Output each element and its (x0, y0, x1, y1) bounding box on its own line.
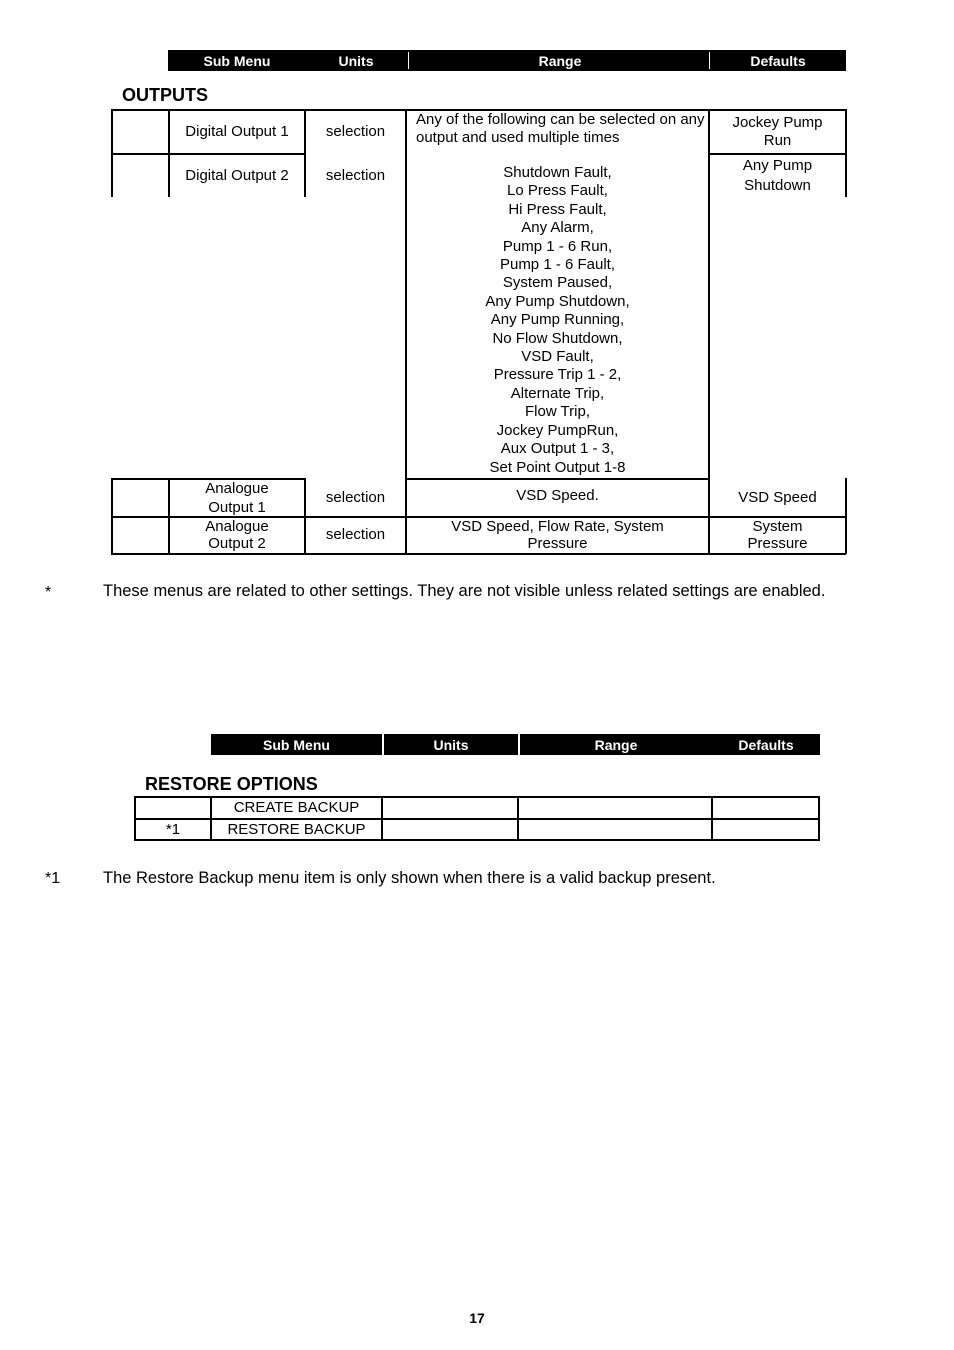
table-line (711, 796, 713, 841)
table-row (170, 111, 304, 153)
range-option: Shutdown Fault, (503, 164, 612, 181)
sub-menu-cell: Analogue Output 1 (205, 479, 269, 516)
range-option: VSD Fault, (521, 348, 594, 366)
table-line (111, 553, 846, 555)
outputs-header-bar (168, 50, 846, 71)
sub-menu-cell: CREATE BACKUP (233, 798, 360, 816)
range-text: VSD Speed. (516, 486, 599, 504)
table-line (111, 478, 113, 554)
table-line (818, 796, 820, 841)
default-text: VSD Speed (738, 488, 817, 506)
row-marker (136, 820, 210, 840)
range-option: System Paused, (502, 274, 613, 292)
units-cell (306, 517, 405, 553)
restore-options-title: RESTORE OPTIONS (145, 774, 318, 794)
footnote-text: The Restore Backup menu item is only shown when there is a valid backup present. (103, 869, 716, 887)
footnote-text: These menus are related to other settings. They are not visible unless related settings are enabled. (103, 582, 826, 600)
units-text: selection (325, 488, 386, 506)
footnote-marker: *1 (45, 870, 61, 887)
units-cell (306, 155, 405, 197)
range-text: VSD Speed, Flow Rate, System Pressure (451, 518, 664, 552)
header-defaults: Defaults (750, 52, 806, 69)
table-row (170, 479, 304, 516)
range-option: No Flow Shutdown, (492, 329, 623, 347)
range-option: Aux Output 1 - 3, (500, 440, 615, 458)
range-option: Any Pump Shutdown, (485, 292, 630, 310)
header-sub-menu: Sub Menu (203, 52, 271, 69)
header-defaults: Defaults (738, 736, 794, 753)
range-cell (407, 517, 708, 553)
table-row (170, 155, 304, 197)
range-option: Any Pump Running, (490, 311, 625, 329)
range-cell (407, 479, 708, 512)
marker-text: *1 (165, 821, 181, 838)
table-line (381, 796, 383, 841)
range-option: Flow Trip, (524, 403, 590, 421)
default-cell (710, 517, 845, 553)
header-units: Units (433, 736, 469, 753)
range-option: Pump 1 - 6 Fault, (499, 256, 616, 274)
header-range: Range (538, 52, 582, 69)
table-line (517, 796, 519, 841)
default-cell (710, 479, 845, 516)
page-number: 17 (469, 1310, 485, 1326)
table-row (170, 517, 304, 553)
range-options-list (407, 164, 708, 477)
default-text: Jockey Pump Run (732, 114, 823, 149)
units-text: selection (325, 167, 386, 184)
range-option: Jockey PumpRun, (496, 421, 619, 439)
sub-menu-cell: Digital Output 1 (185, 123, 289, 140)
units-cell (306, 479, 405, 516)
range-option: Lo Press Fault, (507, 182, 608, 200)
default-text: Any Pump Shutdown (742, 157, 813, 194)
range-option: Pressure Trip 1 - 2, (493, 366, 622, 384)
range-option: Any Alarm, (521, 219, 594, 237)
header-range: Range (594, 736, 638, 753)
range-option: Pump 1 - 6 Run, (502, 237, 613, 255)
header-separator (408, 52, 409, 69)
range-option: Hi Press Fault, (508, 200, 607, 218)
header-sub-menu: Sub Menu (263, 736, 330, 753)
footnote-marker: * (45, 584, 52, 601)
default-cell (710, 155, 845, 197)
range-option: Set Point Output 1-8 (489, 458, 626, 476)
units-text: selection (325, 123, 386, 140)
default-text: System Pressure (747, 518, 808, 552)
table-row (212, 820, 381, 840)
default-cell (710, 111, 845, 153)
outputs-title: OUTPUTS (122, 85, 209, 105)
header-units: Units (338, 52, 374, 69)
table-line (845, 478, 847, 554)
table-line (111, 109, 113, 197)
sub-menu-cell: RESTORE BACKUP (227, 821, 366, 838)
sub-menu-cell: Analogue Output 2 (205, 518, 269, 552)
units-cell (306, 111, 405, 153)
units-text: selection (325, 526, 386, 543)
table-row (212, 797, 381, 818)
sub-menu-cell: Digital Output 2 (185, 167, 289, 184)
range-option: Alternate Trip, (510, 384, 605, 402)
restore-header-bar (211, 734, 820, 755)
range-intro: Any of the following can be selected on any output and used multiple times (416, 111, 705, 146)
table-line (845, 109, 847, 197)
